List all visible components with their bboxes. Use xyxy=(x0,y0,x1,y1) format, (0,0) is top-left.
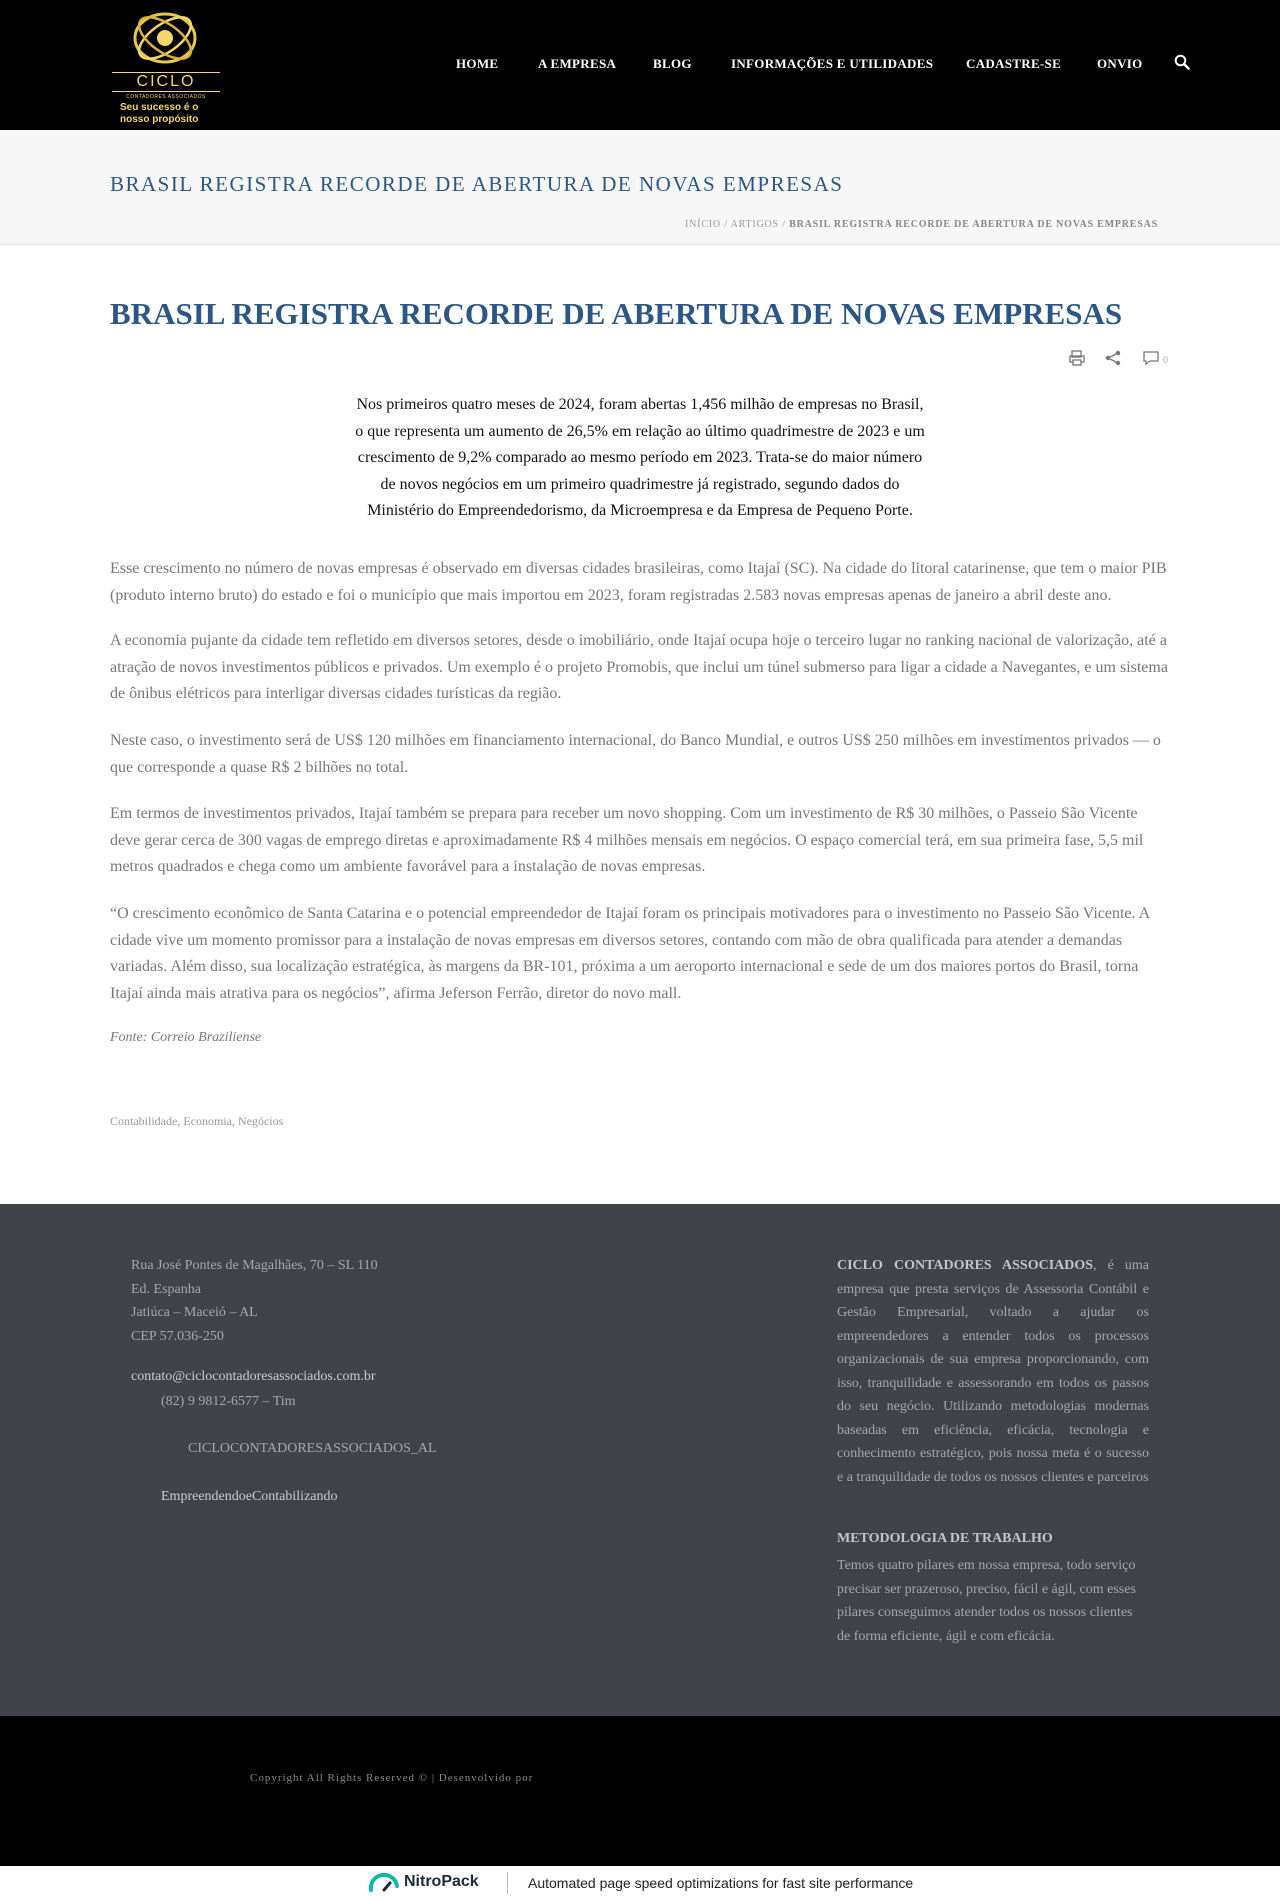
copyright-text: Copyright All Rights Reserved © | Desenvolvido por xyxy=(250,1772,534,1784)
logo-brand: CICLO xyxy=(112,72,220,92)
comment-count: 0 xyxy=(1163,355,1168,366)
article-tools xyxy=(1068,349,1178,371)
page-title: BRASIL REGISTRA RECORDE DE ABERTURA DE NOVAS EMPRESAS xyxy=(110,172,844,196)
nav-item-cadastre-se[interactable]: CADASTRE-SE xyxy=(966,56,1062,71)
tag-separator: , xyxy=(177,1114,184,1128)
logo-slogan-line1: Seu sucesso é o xyxy=(120,102,199,113)
nav-item-blog[interactable]: BLOG xyxy=(653,56,692,71)
article-lead: Nos primeiros quatro meses de 2024, foram abertas 1,456 milhão de empresas no Brasil, o que representa um aumento de 26,5% em relação ao último quadrimestre de 2023 e um crescimento de 9,2% comparado ao mesmo período em 2023. Trata-se do maior número de novos negócios em um primeiro quadrimestre já registrado, segundo dados do Ministério do Empreendedorismo, da Microempresa e da Empresa de Pequeno Porte. xyxy=(355,396,925,519)
article-paragraph: Esse crescimento no número de novas empresas é observado em diversas cidades brasileiras, como Itajaí (SC). Na cidade do litoral catarinense, que tem o maior PIB (produto interno bruto) do estado e foi o município que mais importou em 2023, foram registradas 2.583 novas empresas apenas de janeiro a abril deste ano. xyxy=(110,560,1167,604)
article-tags xyxy=(110,1114,283,1129)
footer-email-link[interactable]: contato@ciclocontadoresassociados.com.br xyxy=(131,1369,376,1384)
footer-about xyxy=(837,1254,1149,1489)
breadcrumb-current: BRASIL REGISTRA RECORDE DE ABERTURA DE NOVAS EMPRESAS xyxy=(789,219,1158,230)
tag-separator: , xyxy=(231,1114,238,1128)
address-line: CEP 57.036-250 xyxy=(131,1328,224,1344)
share-icon[interactable] xyxy=(1104,349,1122,372)
nav-item-a-empresa[interactable]: A EMPRESA xyxy=(538,56,617,71)
logo-subtitle: CONTADORES ASSOCIADOS xyxy=(126,94,206,100)
logo-slogan-line2: nosso propósito xyxy=(120,114,199,125)
tag-link[interactable]: Economia xyxy=(183,1114,232,1128)
comment-icon[interactable] xyxy=(1142,349,1160,372)
article-paragraph: “O crescimento econômico de Santa Catarina e o potencial empreendedor de Itajaí foram os principais motivadores para o investimento no Passeio São Vicente. A cidade vive um momento promissor para a instalação de novas empresas em diversos setores, contando com mão de obra qualificada para atender a demandas variadas. Além disso, sua localização estratégica, às margens da BR-101, próxima a um aeroporto internacional e sede de um dos maiores portos do Brasil, torna Itajaí ainda mais atrativa para os negócios”, afirma Jeferson Ferrão, diretor do novo mall. xyxy=(110,905,1150,1002)
breadcrumb xyxy=(685,219,1158,230)
article-paragraph: Em termos de investimentos privados, Itajaí também se prepara para receber um novo shopping. Com um investimento de R$ 30 milhões, o Passeio São Vicente deve gerar cerca de 300 vagas de emprego diretas e aproximadamente R$ 4 milhões mensais em negócios. O espaço comercial terá, em sua primeira fase, 5,5 mil metros quadrados e chega como um ambiente favorável para a instalação de novas empresas. xyxy=(110,805,1144,875)
address-line: Rua José Pontes de Magalhães, 70 – SL 110 xyxy=(131,1258,378,1273)
footer-method-title: METODOLOGIA DE TRABALHO xyxy=(837,1531,1053,1546)
footer-facebook-link[interactable]: EmpreendendoeContabilizando xyxy=(161,1489,338,1504)
article-paragraph: Neste caso, o investimento será de US$ 120 milhões em financiamento internacional, do Banco Mundial, e outros US$ 250 milhões em investimentos privados — o que corresponde a quase R$ 2 bilhões no total. xyxy=(110,732,1161,776)
logo-slogan xyxy=(120,102,220,126)
site-header xyxy=(0,0,1280,130)
breadcrumb-separator: / xyxy=(778,219,790,230)
print-icon[interactable] xyxy=(1068,349,1086,372)
nav-item-onvio[interactable]: ONVIO xyxy=(1097,56,1143,71)
footer-address xyxy=(131,1254,378,1348)
article-title: BRASIL REGISTRA RECORDE DE ABERTURA DE NOVAS EMPRESAS xyxy=(110,296,1123,331)
copyright-bar xyxy=(0,1716,1280,1866)
breadcrumb-separator: / xyxy=(720,219,731,230)
footer-phone: (82) 9 9812-6577 – Tim xyxy=(161,1394,296,1409)
breadcrumb-section[interactable]: ARTIGOS xyxy=(730,219,779,230)
nitropack-logo-icon xyxy=(368,1872,402,1894)
nav-item-home[interactable]: HOME xyxy=(456,56,499,71)
article-paragraph: A economia pujante da cidade tem refletido em diversos setores, desde o imobiliário, onde Itajaí ocupa hoje o terceiro lugar no ranking nacional de valorização, até a atração de novos investimentos públicos e privados. Um exemplo é o projeto Promobis, que inclui um túnel submerso para ligar a cidade a Navegantes, e um sistema de ônibus elétricos para interligar diversas cidades turísticas da região. xyxy=(110,632,1168,702)
main-nav xyxy=(0,56,1280,76)
search-icon[interactable] xyxy=(1174,54,1192,72)
footer-instagram-link[interactable]: CICLOCONTADORESASSOCIADOS_AL xyxy=(188,1441,437,1456)
footer-method-text: Temos quatro pilares em nossa empresa, todo serviço precisar ser prazeroso, preciso, fácil e ágil, com esses pilares conseguimos atender todos os nossos clientes de forma eficiente, ágil e com eficácia. xyxy=(837,1558,1136,1644)
article-source: Fonte: Correio Braziliense xyxy=(110,1030,262,1045)
breadcrumb-home[interactable]: INÍCIO xyxy=(685,219,721,230)
footer-about-company: CICLO CONTADORES ASSOCIADOS xyxy=(837,1258,1094,1273)
nav-item-informacoes[interactable]: INFORMAÇÕES E UTILIDADES xyxy=(731,56,934,71)
address-line: Ed. Espanha xyxy=(131,1281,201,1297)
nitropack-message: Automated page speed optimizations for fast site performance xyxy=(528,1875,914,1891)
tag-link[interactable]: Negócios xyxy=(237,1114,284,1128)
tag-link[interactable]: Contabilidade xyxy=(110,1114,178,1128)
site-footer xyxy=(0,1204,1280,1716)
address-line: Jatiúca – Maceió – AL xyxy=(131,1305,258,1320)
page-title-bar xyxy=(0,130,1280,245)
footer-about-text: , é uma empresa que presta serviços de Assessoria Contábil e Gestão Empresarial, voltado a ajudar os empreendedores a entender todos os processos organizacionais de sua empresa proporcionando, com isso, tranquilidade e assessorando em todos os passos do seu negócio. Utilizando metodologias modernas baseadas em eficiência, eficácia, tecnologia e conhecimento estratégico, pois nossa meta é o sucesso e a tranquilidade de todos os nossos clientes e parceiros xyxy=(837,1258,1149,1485)
nitropack-divider xyxy=(507,1872,508,1894)
nitropack-name: NitroPack xyxy=(404,1873,479,1890)
nitropack-banner[interactable] xyxy=(0,1866,1280,1900)
